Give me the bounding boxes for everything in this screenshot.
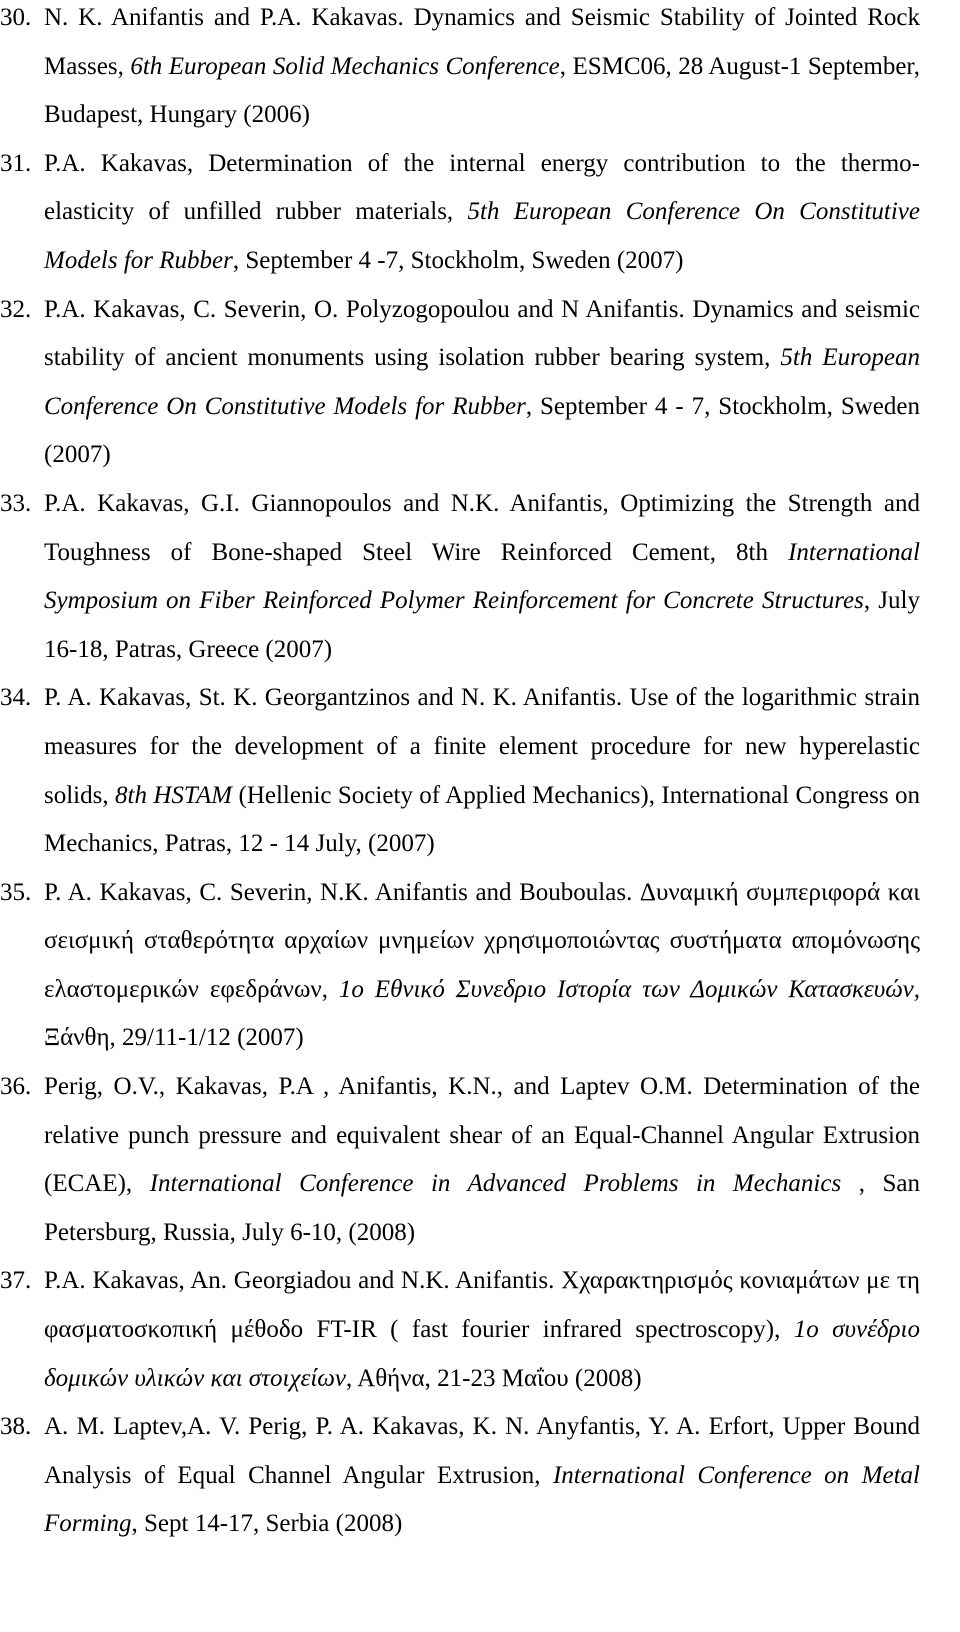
reference-item-33 [0, 480, 920, 674]
reference-item-32 [0, 286, 920, 480]
reference-details: , September 4 - 7, Stockholm, Sweden (2007) [44, 392, 920, 469]
reference-text [44, 1413, 920, 1537]
reference-text [44, 684, 920, 857]
reference-text [44, 4, 920, 128]
reference-number: 38. [0, 1413, 32, 1441]
reference-details: , ESMC06, 28 August-1 September, Budapest, Hungary (2006) [44, 52, 921, 129]
reference-number: 30. [0, 4, 32, 31]
reference-details: Ξάνθη, 29/11-1/12 (2007) [44, 1024, 304, 1052]
reference-venue: 5th European Conference On Constitutive Models for Rubber [44, 344, 920, 420]
reference-item-36 [0, 1063, 920, 1257]
reference-authors-title: P.A. Kakavas, C. Severin, O. Polyzogopoulou and N Anifantis. Dynamics and seismic stability of ancient monuments using isolation rubber bearing system, [44, 295, 920, 372]
reference-details: , San Petersburg, Russia, July 6-10, (2008) [44, 1170, 920, 1246]
reference-venue: 1o συνέδριο δομικών υλικών και στοιχείων [44, 1316, 920, 1392]
reference-number: 34. [0, 684, 32, 712]
reference-number: 37. [0, 1267, 32, 1295]
reference-item-34 [0, 674, 920, 868]
reference-text [44, 490, 920, 663]
reference-details: , September 4 -7, Stockholm, Sweden (2007) [232, 246, 684, 274]
reference-authors-title: P. A. Kakavas, St. K. Georgantzinos and N. K. Anifantis. Use of the logarithmic strain measures for the development of a finite element procedure for new hyperelastic solids, [44, 684, 920, 809]
reference-venue: 1o Εθνικό Συνεδριο Ιστορία των Δομικών Κατασκευών, [338, 975, 920, 1003]
reference-item-38 [0, 1403, 920, 1549]
reference-text [44, 296, 920, 469]
reference-venue: 8th HSTAM [115, 781, 233, 809]
reference-number: 31. [0, 149, 32, 177]
reference-text [44, 1073, 920, 1246]
reference-number: 33. [0, 489, 32, 517]
reference-authors-title: N. K. Anifantis and P.A. Kakavas. Dynamics and Seismic Stability of Jointed Rock Masses, [44, 4, 920, 80]
reference-authors-title: P. A. Kakavas, C. Severin, N.K. Anifantis and Bouboulas. Δυναμική συμπεριφορά και σεισμική σταθερότητα αρχαίων μνημείων χρησιμοποιώντας συστήματα απομόνωσης ελαστομερικών εφεδράνων, [44, 878, 920, 1003]
reference-authors-title: P.A. Kakavas, An. Georgiadou and N.K. Anifantis. Χχαρακτηρισμός κονιαμάτων με τη φασματοσκοπική μέθοδο FT-IR ( fast fourier infrared spectroscopy), [44, 1267, 920, 1344]
reference-authors-title: Perig, O.V., Kakavas, P.A , Anifantis, K.N., and Laptev O.M. Determination of the relative punch pressure and equivalent shear of an Equal-Channel Angular Extrusion (ECAE), [44, 1073, 920, 1198]
reference-text [44, 1267, 920, 1391]
reference-item-35 [0, 869, 920, 1063]
reference-details: (Hellenic Society of Applied Mechanics), International Congress on Mechanics, Patras, 12 - 14 July, (2007) [44, 781, 920, 858]
reference-venue: International Conference on Metal Forming [44, 1461, 920, 1538]
reference-details: , Sept 14-17, Serbia (2008) [131, 1510, 403, 1538]
reference-text [44, 879, 920, 1052]
reference-details: , Αθήνα, 21-23 Μαΐου (2008) [346, 1364, 642, 1392]
reference-venue: International Conference in Advanced Problems in Mechanics [149, 1170, 842, 1198]
reference-authors-title: P.A. Kakavas, Determination of the internal energy contribution to the thermo-elasticity of unfilled rubber materials, [44, 149, 920, 226]
reference-venue: 5th European Conference On Constitutive Models for Rubber [44, 198, 920, 274]
reference-item-31 [0, 140, 920, 286]
reference-authors-title: P.A. Kakavas, G.I. Giannopoulos and N.K. Anifantis, Optimizing the Strength and Toughness of Bone-shaped Steel Wire Reinforced Cement, 8th [44, 489, 920, 566]
reference-venue: 6th European Solid Mechanics Conference [130, 52, 560, 80]
reference-number: 35. [0, 878, 32, 906]
reference-item-37 [0, 1257, 920, 1403]
reference-details: , July 16-18, Patras, Greece (2007) [44, 587, 920, 663]
reference-text [44, 150, 920, 274]
reference-authors-title: A. M. Laptev,A. V. Perig, P. A. Kakavas, K. N. Anyfantis, Y. A. Erfort, Upper Bound Analysis of Equal Channel Angular Extrusion, [44, 1413, 920, 1489]
reference-number: 36. [0, 1073, 32, 1101]
reference-item-30 [0, 0, 920, 140]
reference-number: 32. [0, 295, 32, 323]
reference-venue: International Symposium on Fiber Reinforced Polymer Reinforcement for Concrete Structures [44, 538, 920, 615]
